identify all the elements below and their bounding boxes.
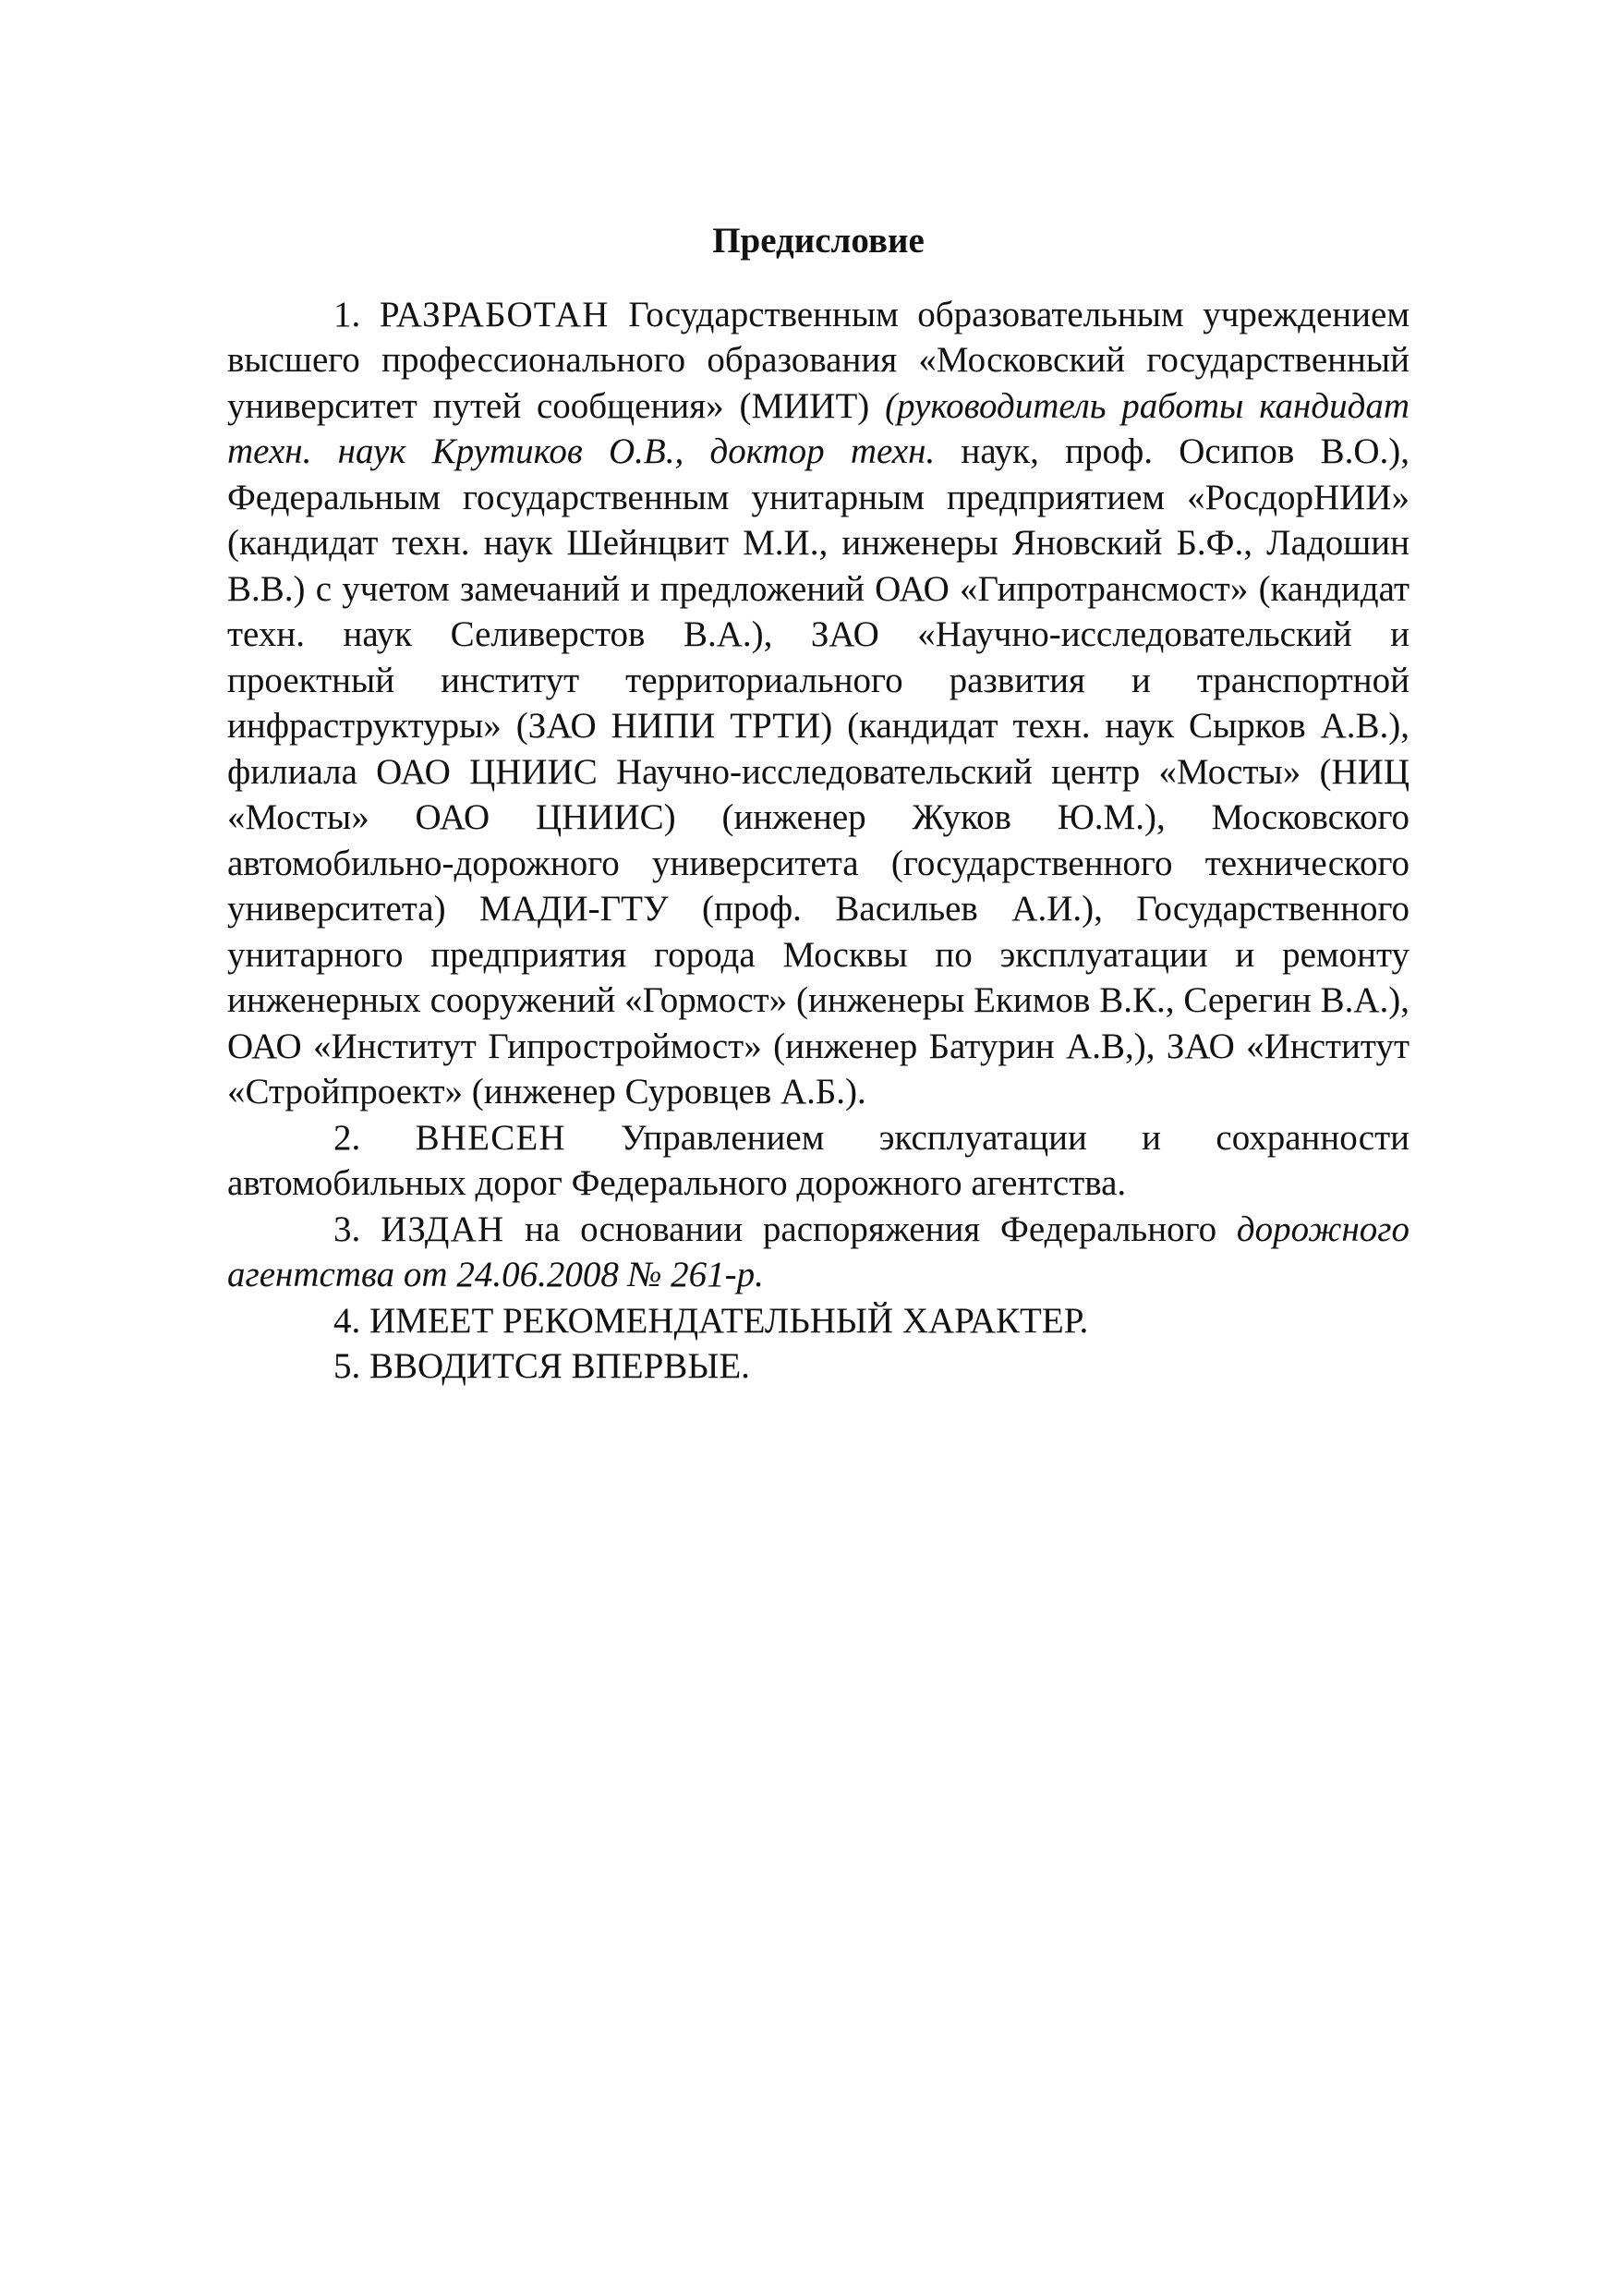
page-title: Предисловие bbox=[712, 221, 925, 261]
item-number: 2. bbox=[333, 1117, 361, 1158]
item-lead: РАЗРАБОТАН bbox=[379, 294, 610, 334]
item-number: 3. bbox=[333, 1209, 361, 1249]
item-lead: ИЗДАН bbox=[381, 1209, 505, 1249]
preface-item-2 bbox=[227, 1115, 1409, 1207]
item-number: 5. bbox=[333, 1346, 361, 1386]
item-text: ИМЕЕТ РЕКОМЕНДАТЕЛЬНЫЙ ХАРАКТЕР. bbox=[369, 1300, 1089, 1341]
item-text-italic: дорожного агентства от 24.06.2008 № 261-р. bbox=[227, 1209, 1410, 1294]
preface-item-1 bbox=[227, 292, 1409, 1115]
preface-item-3 bbox=[227, 1207, 1409, 1298]
preface-item-5 bbox=[227, 1343, 1409, 1390]
item-text: на основании распоряжения Федерального bbox=[525, 1209, 1217, 1249]
preface-item-4 bbox=[227, 1298, 1409, 1344]
preface-section bbox=[227, 218, 1409, 1390]
item-lead: ВНЕСЕН bbox=[415, 1117, 566, 1158]
item-text: ВВОДИТСЯ ВПЕРВЫЕ. bbox=[369, 1346, 750, 1386]
item-text: Государственным образовательным учреждением высшего профессионального образования «Московский государственный университет путей сообщения» (МИИТ) bbox=[227, 294, 1410, 426]
item-text-italic: (руководитель работы кандидат техн. наук Крутиков О.В., доктор техн. bbox=[227, 385, 1409, 471]
item-number: 4. bbox=[333, 1300, 361, 1341]
item-number: 1. bbox=[333, 294, 361, 334]
item-text: Управлением эксплуатации и сохранности автомобильных дорог Федерального дорожного агентства. bbox=[227, 1117, 1409, 1203]
item-text-continued: наук, проф. Осипов В.О.), Федеральным государственным унитарным предприятием «РосдорНИИ» (кандидат техн. наук Шейнцвит М.И., инженеры Яновский Б.Ф., Ладошин В.В.) с учетом замечаний и предложений ОАО «Гипротрансмост» (кандидат техн. наук Селиверстов В.А.), ЗАО «Научно-исследовательский и проектный институт территориального развития и транспортной инфраструктуры» (ЗАО НИПИ ТРТИ) (кандидат техн. наук Сырков А.В.), филиала ОАО ЦНИИС Научно-исследовательский центр «Мосты» (НИЦ «Мосты» ОАО ЦНИИС) (инженер Жуков Ю.М.), Московского автомобильно-дорожного университета (государственного технического университета) МАДИ-ГТУ (проф. Васильев А.И.), Государственного унитарного предприятия города Москвы по эксплуатации и ремонту инженерных сооружений «Гормост» (инженеры Екимов В.К., Серегин В.А.), ОАО «Институт Гипростроймост» (инженер Батурин А.В,), ЗАО «Институт «Стройпроект» (инженер Суровцев А.Б.). bbox=[227, 431, 1409, 1112]
